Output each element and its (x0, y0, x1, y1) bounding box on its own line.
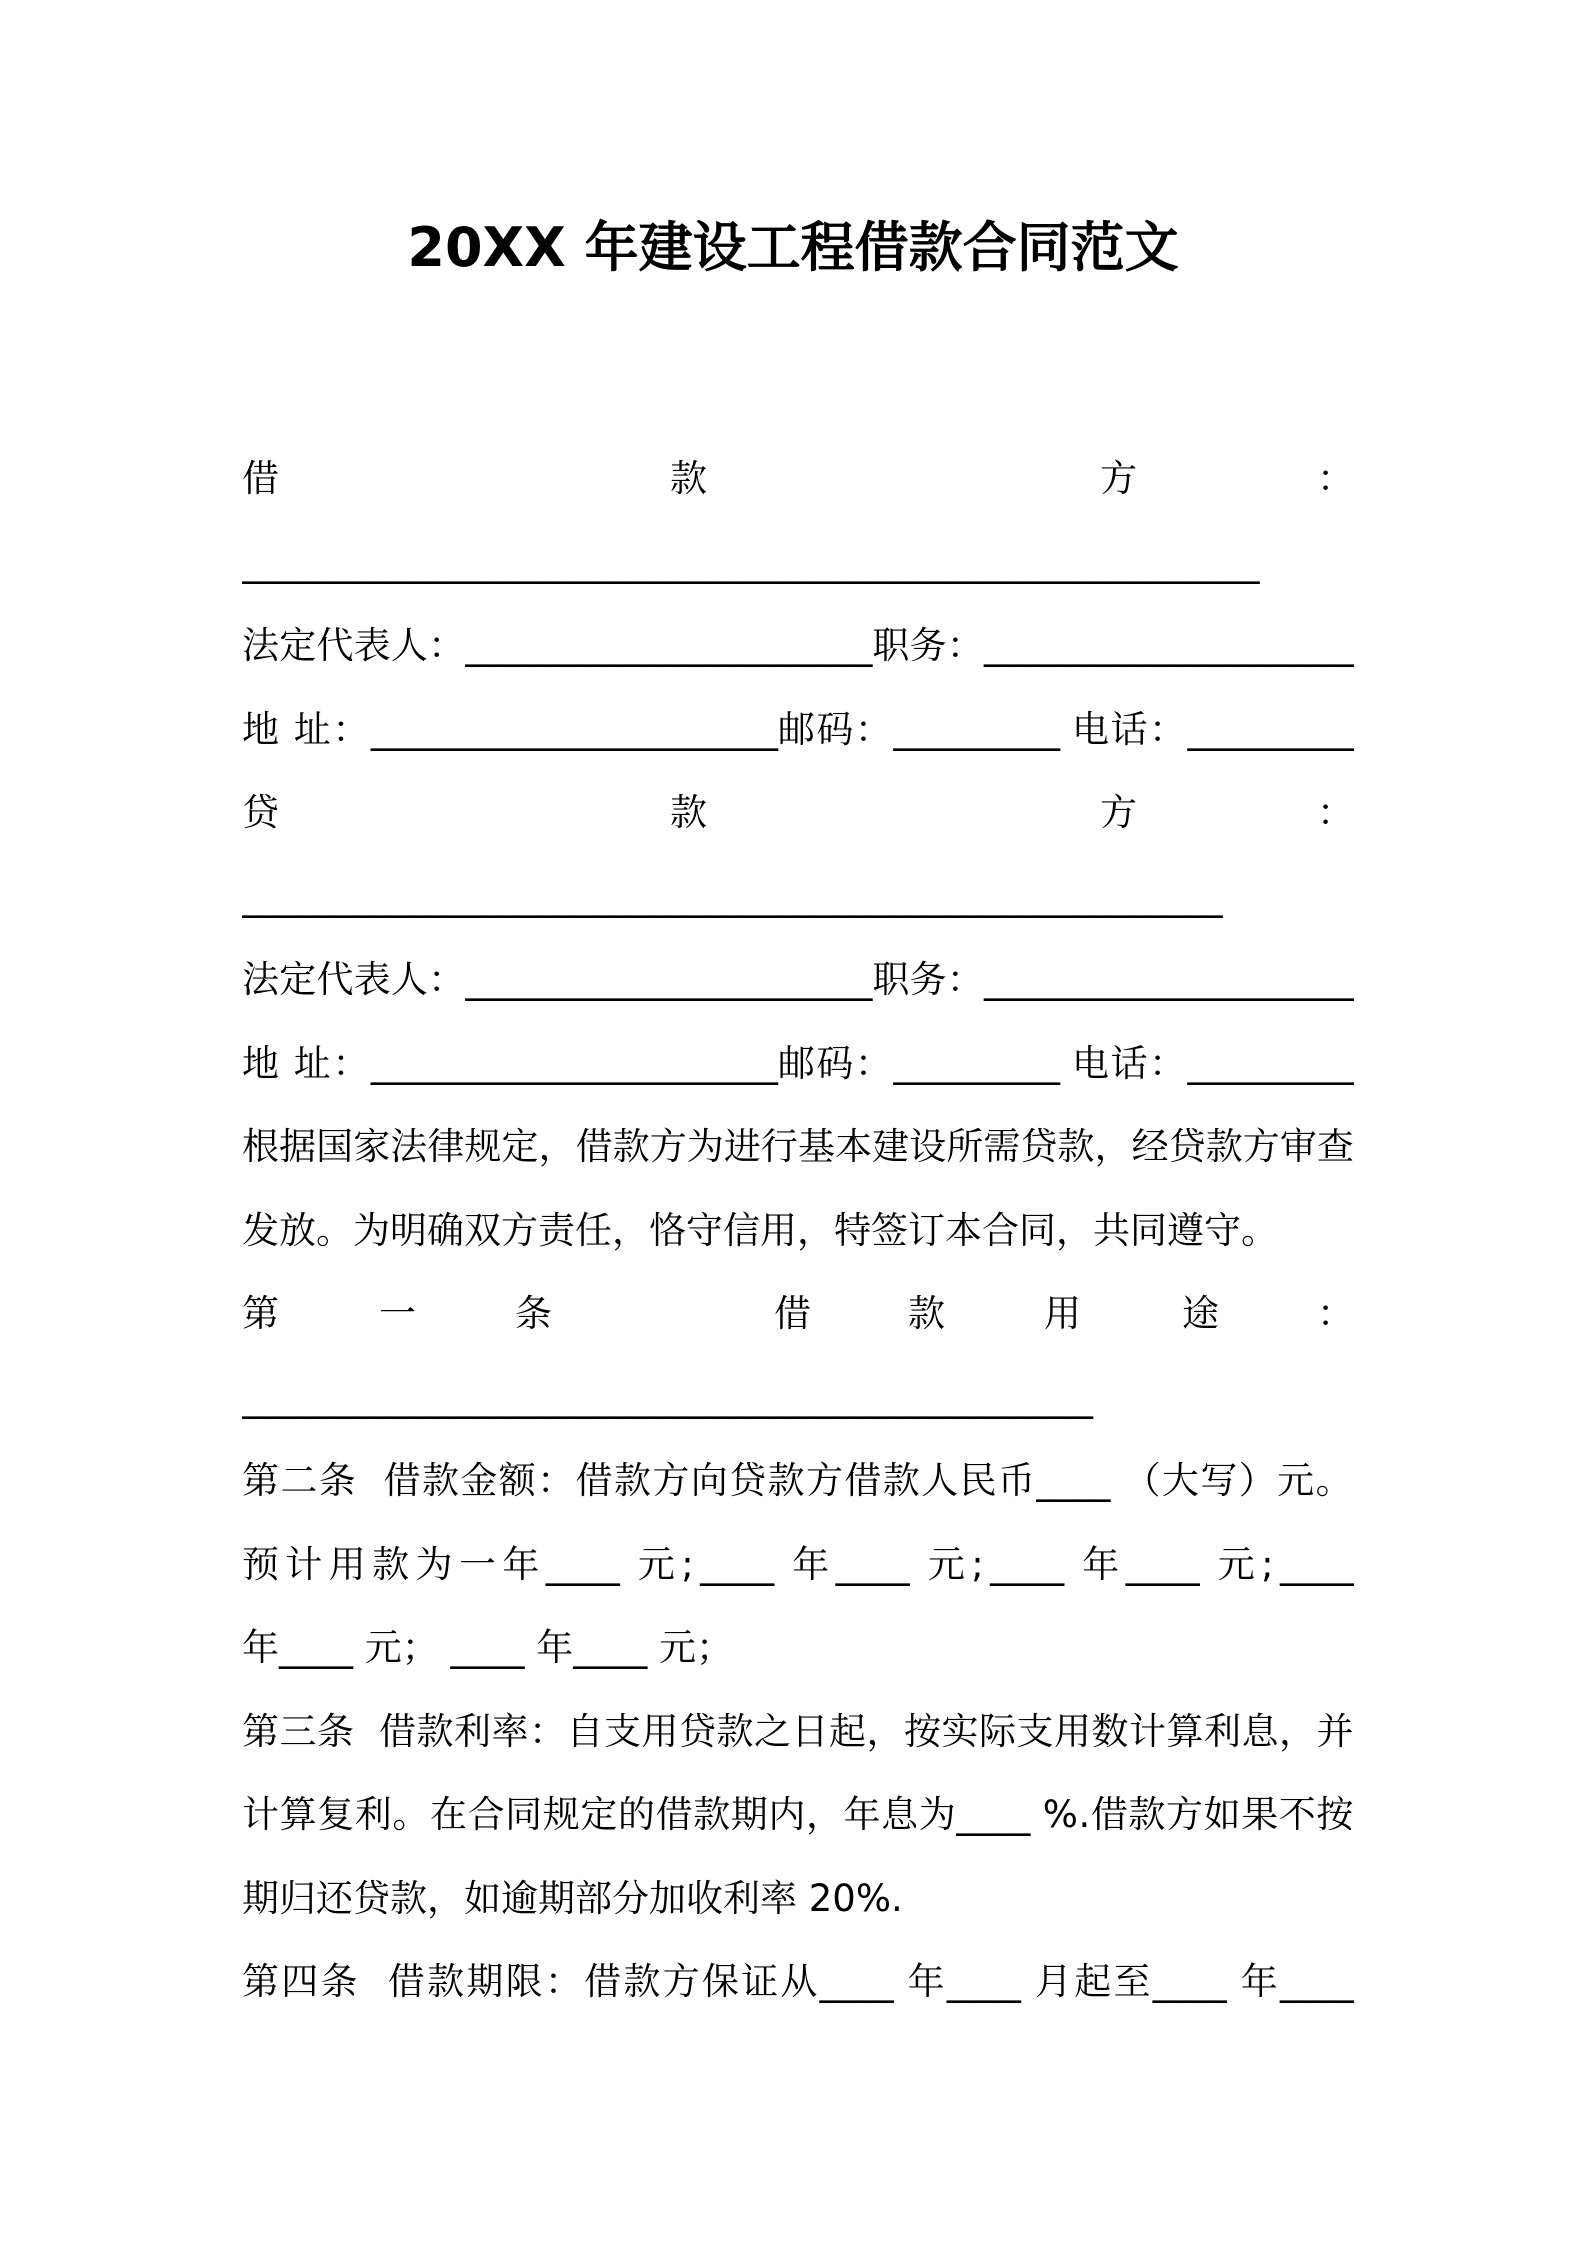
text-run: 月起至 (1020, 1960, 1153, 2003)
blank-line: ____ (1280, 1542, 1354, 1586)
text-run: 元； (353, 1626, 451, 1669)
line-text (242, 1189, 1278, 1273)
address-label: 地 址： (242, 1041, 371, 1085)
heading-char: 贷 (242, 791, 279, 834)
heading-char: 条 (515, 1292, 552, 1335)
article-2-line (242, 1439, 1354, 1523)
text-run: 元； (647, 1626, 734, 1669)
postcode-label: 邮码： (777, 1041, 894, 1085)
blank-line: ____ (573, 1626, 648, 1669)
postcode-blank: _________ (893, 707, 1060, 751)
heading-char: ： (1317, 791, 1354, 834)
preamble-line (242, 1189, 1354, 1273)
line-text (242, 1773, 1354, 1857)
blank-line: ____ (819, 1960, 894, 2003)
blank-line: ____ (1152, 1960, 1227, 2003)
heading-char: 途 (1182, 1292, 1219, 1335)
lender-legal-rep-line (242, 938, 1354, 1022)
address-blank: ______________________ (370, 1041, 778, 1085)
legal-rep-label: 法定代表人： (242, 958, 466, 1001)
heading-char: 借 (774, 1292, 811, 1335)
text-run: 元; (1199, 1542, 1281, 1586)
blank-line: ____ (1125, 1542, 1200, 1586)
article-3-line (242, 1857, 1354, 1941)
legal-rep-label: 法定代表人： (242, 624, 466, 667)
article-2-line (242, 1523, 1354, 1607)
text-run: 元; (909, 1542, 991, 1586)
text-run: 年 (1064, 1542, 1126, 1586)
heading-char: ： (1317, 1292, 1354, 1335)
text-run: 预计用款为一年 (242, 1542, 546, 1586)
text-run: 期归还贷款，如逾期部分加收利率 20%. (242, 1876, 903, 1920)
heading-char: ： (1317, 457, 1354, 500)
article-2-line (242, 1606, 1354, 1690)
lender-name-blank: _____________________________________________________ (242, 874, 1223, 918)
purpose-blank: ______________________________________________ (242, 1375, 1093, 1419)
text-run: 元; (619, 1542, 701, 1586)
text-run: （大写）元。 (1110, 1459, 1354, 1502)
text-run: 年 (893, 1960, 947, 2003)
borrower-heading (242, 437, 1354, 521)
text-run: %.借款方如果不按 (1030, 1793, 1354, 1836)
legal-rep-blank: ______________________ (465, 624, 873, 667)
preamble-line (242, 1105, 1354, 1189)
heading-char: 款 (908, 1292, 945, 1335)
blank-line: ____ (1280, 1960, 1354, 2003)
blank-line: ____ (946, 1960, 1021, 2003)
line-text (242, 1940, 1354, 2024)
address-blank: ______________________ (370, 707, 778, 751)
blank-line: ____ (956, 1793, 1031, 1836)
blank-line: ____ (700, 1542, 775, 1586)
line-text (242, 1439, 1354, 1523)
blank-line: ____ (450, 1626, 525, 1669)
line-text (242, 1022, 1354, 1106)
heading-char: 款 (670, 457, 707, 500)
heading-char: 方 (1100, 791, 1137, 834)
text-run: 发放。为明确双方责任，恪守信用，特签订本合同，共同遵守。 (242, 1208, 1278, 1252)
text-run: 年 (242, 1626, 279, 1669)
borrower-address-line (242, 688, 1354, 772)
phone-blank: _________ (1187, 1041, 1354, 1085)
postcode-blank: _________ (893, 1041, 1060, 1085)
line-text (242, 1523, 1354, 1607)
position-label: 职务： (872, 624, 985, 667)
article-1-heading (242, 1272, 1354, 1356)
line-text (242, 1105, 1354, 1189)
position-blank: ____________________ (984, 958, 1354, 1001)
document-title: 20XX 年建设工程借款合同范文 (407, 216, 1179, 279)
lender-name-line (242, 855, 1354, 939)
borrower-name-blank: _______________________________________________________ (242, 540, 1260, 584)
heading-char: 第 (242, 1292, 279, 1335)
article-3-line (242, 1690, 1354, 1774)
borrower-name-line (242, 521, 1354, 605)
text-run: 年 (774, 1542, 836, 1586)
line-text (242, 688, 1354, 772)
line-text (242, 938, 1354, 1022)
address-label: 地 址： (242, 707, 371, 751)
heading-char: 借 (242, 457, 279, 500)
heading-char: 一 (379, 1292, 416, 1335)
line-text (242, 1606, 733, 1690)
line-text (242, 604, 1354, 688)
lender-address-line (242, 1022, 1354, 1106)
heading-char: 用 (1044, 1292, 1081, 1335)
text-run: 年 (1226, 1960, 1280, 2003)
text-run: 年 (524, 1626, 574, 1669)
blank-line: ____ (1036, 1459, 1111, 1502)
article-4-line (242, 1940, 1354, 2024)
blank-line: ____ (990, 1542, 1065, 1586)
text-run: 第二条 借款金额：借款方向贷款方借款人民币 (242, 1459, 1037, 1502)
borrower-legal-rep-line (242, 604, 1354, 688)
text-run: 第三条 借款利率：自支用贷款之日起，按实际支用数计算利息，并 (242, 1709, 1354, 1753)
phone-blank: _________ (1187, 707, 1354, 751)
postcode-label: 邮码： (777, 707, 894, 751)
position-label: 职务： (872, 958, 985, 1001)
heading-char: 款 (670, 791, 707, 834)
lender-heading (242, 771, 1354, 855)
blank-line: ____ (545, 1542, 620, 1586)
blank-line: ____ (835, 1542, 910, 1586)
phone-label: 电话： (1071, 1041, 1188, 1085)
contract-body (242, 437, 1354, 2024)
text-run: 第四条 借款期限：借款方保证从 (242, 1960, 820, 2003)
text-run: 计算复利。在合同规定的借款期内，年息为 (242, 1793, 957, 1836)
heading-char: 方 (1100, 457, 1137, 500)
article-1-purpose-line (242, 1356, 1354, 1440)
legal-rep-blank: ______________________ (465, 958, 873, 1001)
phone-label: 电话： (1071, 707, 1188, 751)
blank-line: ____ (279, 1626, 353, 1669)
position-blank: ____________________ (984, 624, 1354, 667)
text-run: 根据国家法律规定，借款方为进行基本建设所需贷款，经贷款方审查 (242, 1125, 1354, 1168)
line-text (242, 1690, 1354, 1774)
line-text (242, 1857, 903, 1941)
article-3-line (242, 1773, 1354, 1857)
